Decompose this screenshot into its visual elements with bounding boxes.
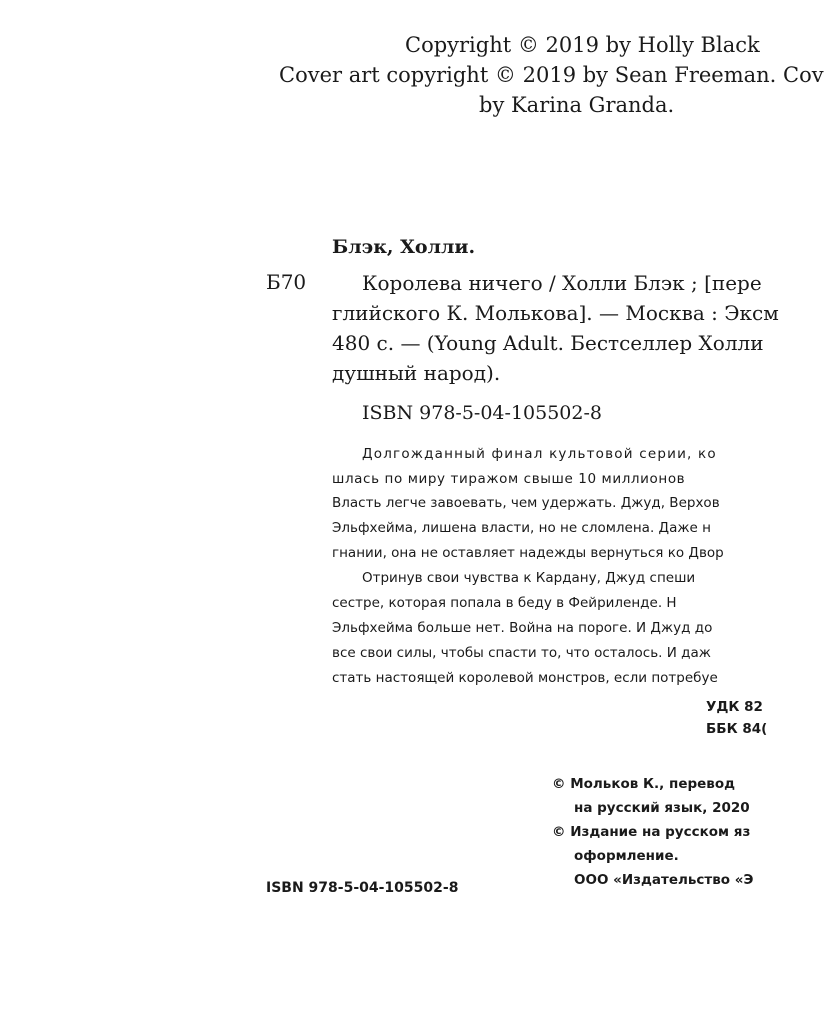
bottom-isbn: ISBN 978-5-04-105502-8: [266, 880, 459, 896]
copyright-line: Copyright © 2019 by Holly Black: [405, 33, 760, 57]
annotation-line: сестре, которая попала в беду в Фейриленде. Н: [332, 595, 677, 611]
bib-line: глийского К. Молькова]. — Москва : Эксм: [332, 301, 779, 325]
rights-line: оформление.: [574, 848, 679, 864]
annotation-line: все свои силы, чтобы спасти то, что осталось. И даж: [332, 645, 711, 661]
rights-line: на русский язык, 2020: [574, 800, 750, 816]
bib-line: душный народ).: [332, 361, 501, 385]
rights-line: ООО «Издательство «Э: [574, 872, 754, 888]
catalog-isbn: ISBN 978-5-04-105502-8: [362, 402, 602, 424]
rights-line: © Мольков К., перевод: [552, 776, 736, 792]
cover-art-line: Cover art copyright © 2019 by Sean Freeman. Cov: [279, 63, 824, 87]
classification-codes: [706, 696, 767, 740]
copyright-block: [0, 30, 824, 130]
bib-line: 480 с. — (Young Adult. Бестселлер Холли: [332, 331, 764, 355]
design-credit-line: by Karina Granda.: [479, 93, 675, 117]
annotation-line: Эльфхейма больше нет. Война на пороге. И Джуд до: [332, 620, 713, 636]
bib-line: Королева ничего / Холли Блэк ; [пере: [362, 271, 762, 295]
annotation-line: стать настоящей королевой монстров, если потребуе: [332, 670, 718, 686]
rights-block: [552, 772, 753, 892]
catalog-classmark: Б70: [266, 270, 307, 294]
annotation-line: Власть легче завоевать, чем удержать. Джуд, Верхов: [332, 495, 720, 511]
udc-code: УДК 82: [706, 699, 763, 715]
annotation-line: шлась по миру тиражом свыше 10 миллионов: [332, 471, 686, 487]
annotation-line: Эльфхейма, лишена власти, но не сломлена. Даже н: [332, 520, 711, 536]
catalog-author: Блэк, Холли.: [332, 236, 476, 258]
annotation-line: Отринув свои чувства к Кардану, Джуд спеши: [362, 570, 696, 586]
annotation-line: Долгожданный финал культовой серии, ко: [362, 446, 717, 462]
rights-line: © Издание на русском яз: [552, 824, 751, 840]
bbk-code: ББК 84(: [706, 721, 768, 737]
annotation-line: гнании, она не оставляет надежды вернуться ко Двор: [332, 545, 724, 561]
